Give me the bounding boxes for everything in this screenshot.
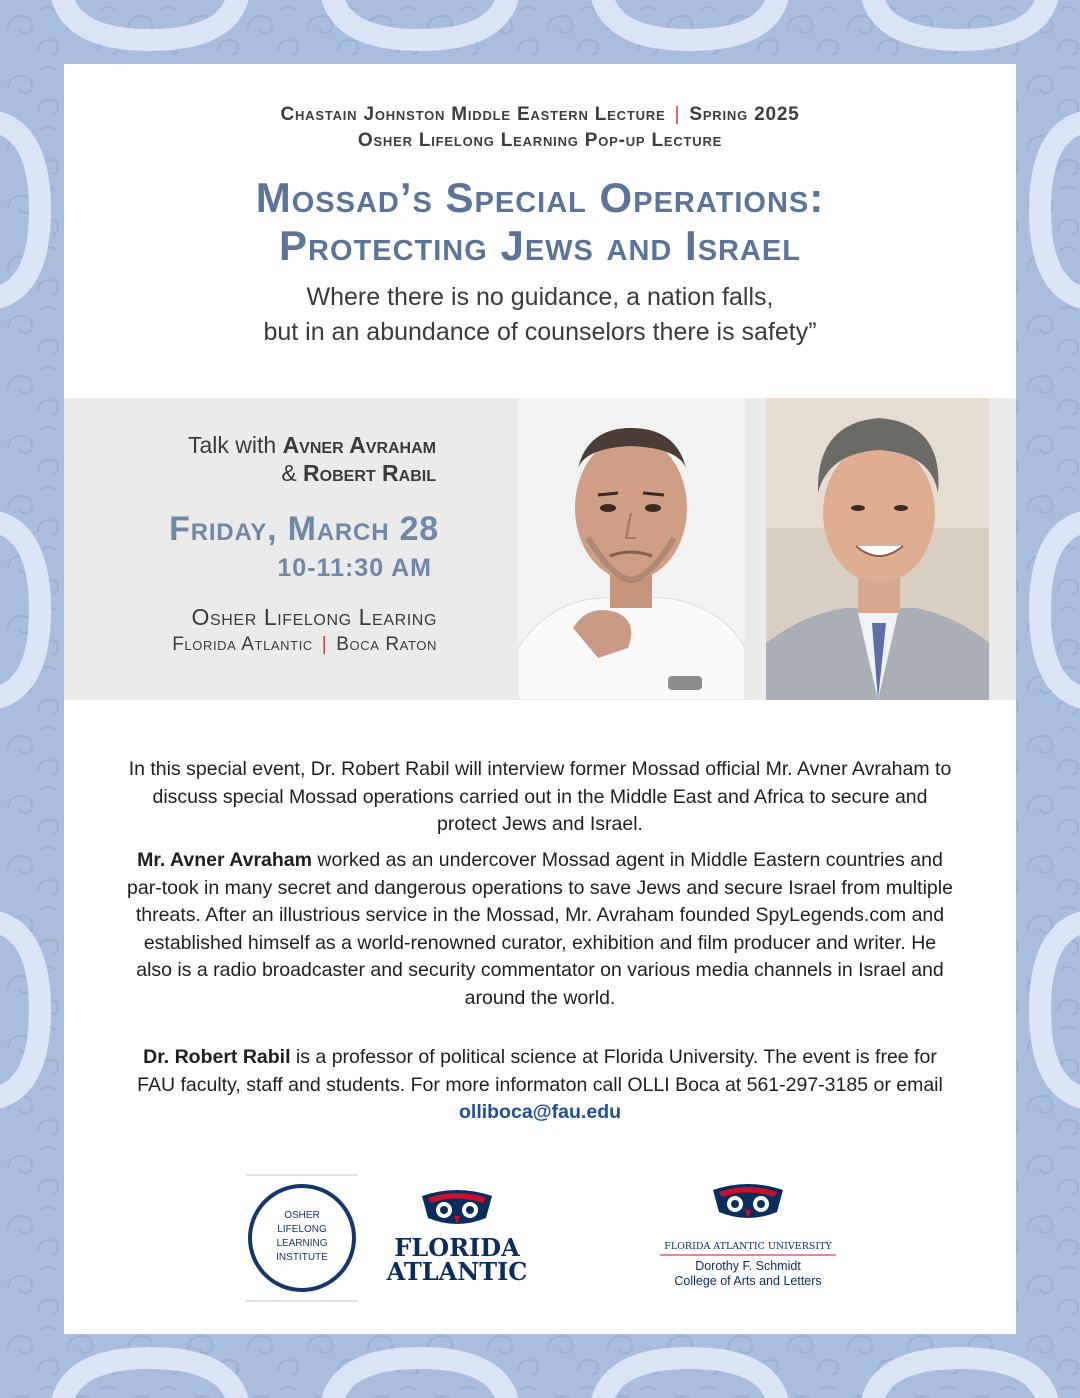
owl-icon [713,1184,783,1218]
svg-text:ATLANTIC: ATLANTIC [386,1257,528,1286]
campus-university: Florida Atlantic [172,634,313,655]
intro-paragraph: In this special event, Dr. Robert Rabil will interview former Mossad official Mr. Avner Avraham to discuss special Mossad operations carried out in the Middle East and Africa to secure and protect Jews and Israel. [128,758,952,835]
header-separator: | [674,104,681,125]
rabil-bio-text: is a professor of political science at Florida University. The event is free for FAU faculty, staff and students. For more informaton call OLLI Boca at 561-297-3185 or email [137,1046,943,1096]
svg-text:FLORIDA: FLORIDA [394,1233,520,1262]
campus-line [172,634,437,656]
flyer-card [64,64,1016,1334]
lecture-series-line [64,104,1016,126]
college-arts-letters-logo [648,1182,848,1294]
avraham-bio-paragraph [124,847,956,1012]
talk-prefix: Talk with [187,432,277,458]
event-info-band [64,398,1016,700]
event-time: 10-11:30 AM [277,554,432,582]
rabil-bio-paragraph [124,1044,956,1127]
talk-line-2 [281,460,436,487]
svg-text:Dorothy F. Schmidt: Dorothy F. Schmidt [695,1259,801,1273]
olli-logo-text: INSTITUTE [276,1252,328,1263]
rabil-bio-name: Dr. Robert Rabil [143,1046,291,1068]
florida-atlantic-logo [382,1186,532,1286]
title-line-1: Mossad’s Special Operations: [255,174,825,221]
title-line-2: Protecting Jews and Israel [279,222,801,269]
speaker-2-photo [766,398,989,700]
season: Spring 2025 [689,104,800,125]
quote-line-2: but in an abundance of counselors there is safety” [263,318,817,346]
olli-logo [246,1174,358,1302]
owl-icon [422,1190,492,1224]
popup-lecture-line: Osher Lifelong Learning Pop-up Lecture [357,130,723,151]
talk-line-1 [188,432,436,459]
campus-separator: | [321,634,328,655]
speaker-1-name: Avner Avraham [282,432,436,458]
speaker-2-name: Robert Rabil [303,460,436,486]
speaker-1-photo [518,398,745,700]
campus-city: Boca Raton [336,634,437,655]
contact-email-link[interactable]: olliboca@fau.edu [458,1101,622,1123]
svg-text:College of Arts and Letters: College of Arts and Letters [674,1274,822,1288]
olli-logo-text: LEARNING [276,1238,328,1249]
avraham-bio-text: worked as an undercover Mossad agent in Middle Eastern countries and par-took in many secret and dangerous operations to save Jews and secure Israel from multiple threats. After an illustrious service in the Mossad, Mr. Avraham founded SpyLegends.com and established himself as a world-renowned curator, exhibition and film producer and writer. He also is a radio broadcaster and security commentator on various media channels in Israel and around the world. [127,849,953,1009]
avraham-bio-name: Mr. Avner Avraham [137,849,312,871]
venue-name: Osher Lifelong Learing [191,604,437,630]
olli-logo-text: LIFELONG [277,1224,327,1235]
olli-logo-text: OSHER [284,1210,320,1221]
series-name: Chastain Johnston Middle Eastern Lecture [280,104,666,125]
ampersand: & [281,460,297,486]
event-date: Friday, March 28 [169,510,439,548]
quote-line-1: Where there is no guidance, a nation falls, [306,283,774,311]
svg-text:FLORIDA ATLANTIC UNIVERSITY: FLORIDA ATLANTIC UNIVERSITY [664,1241,832,1252]
